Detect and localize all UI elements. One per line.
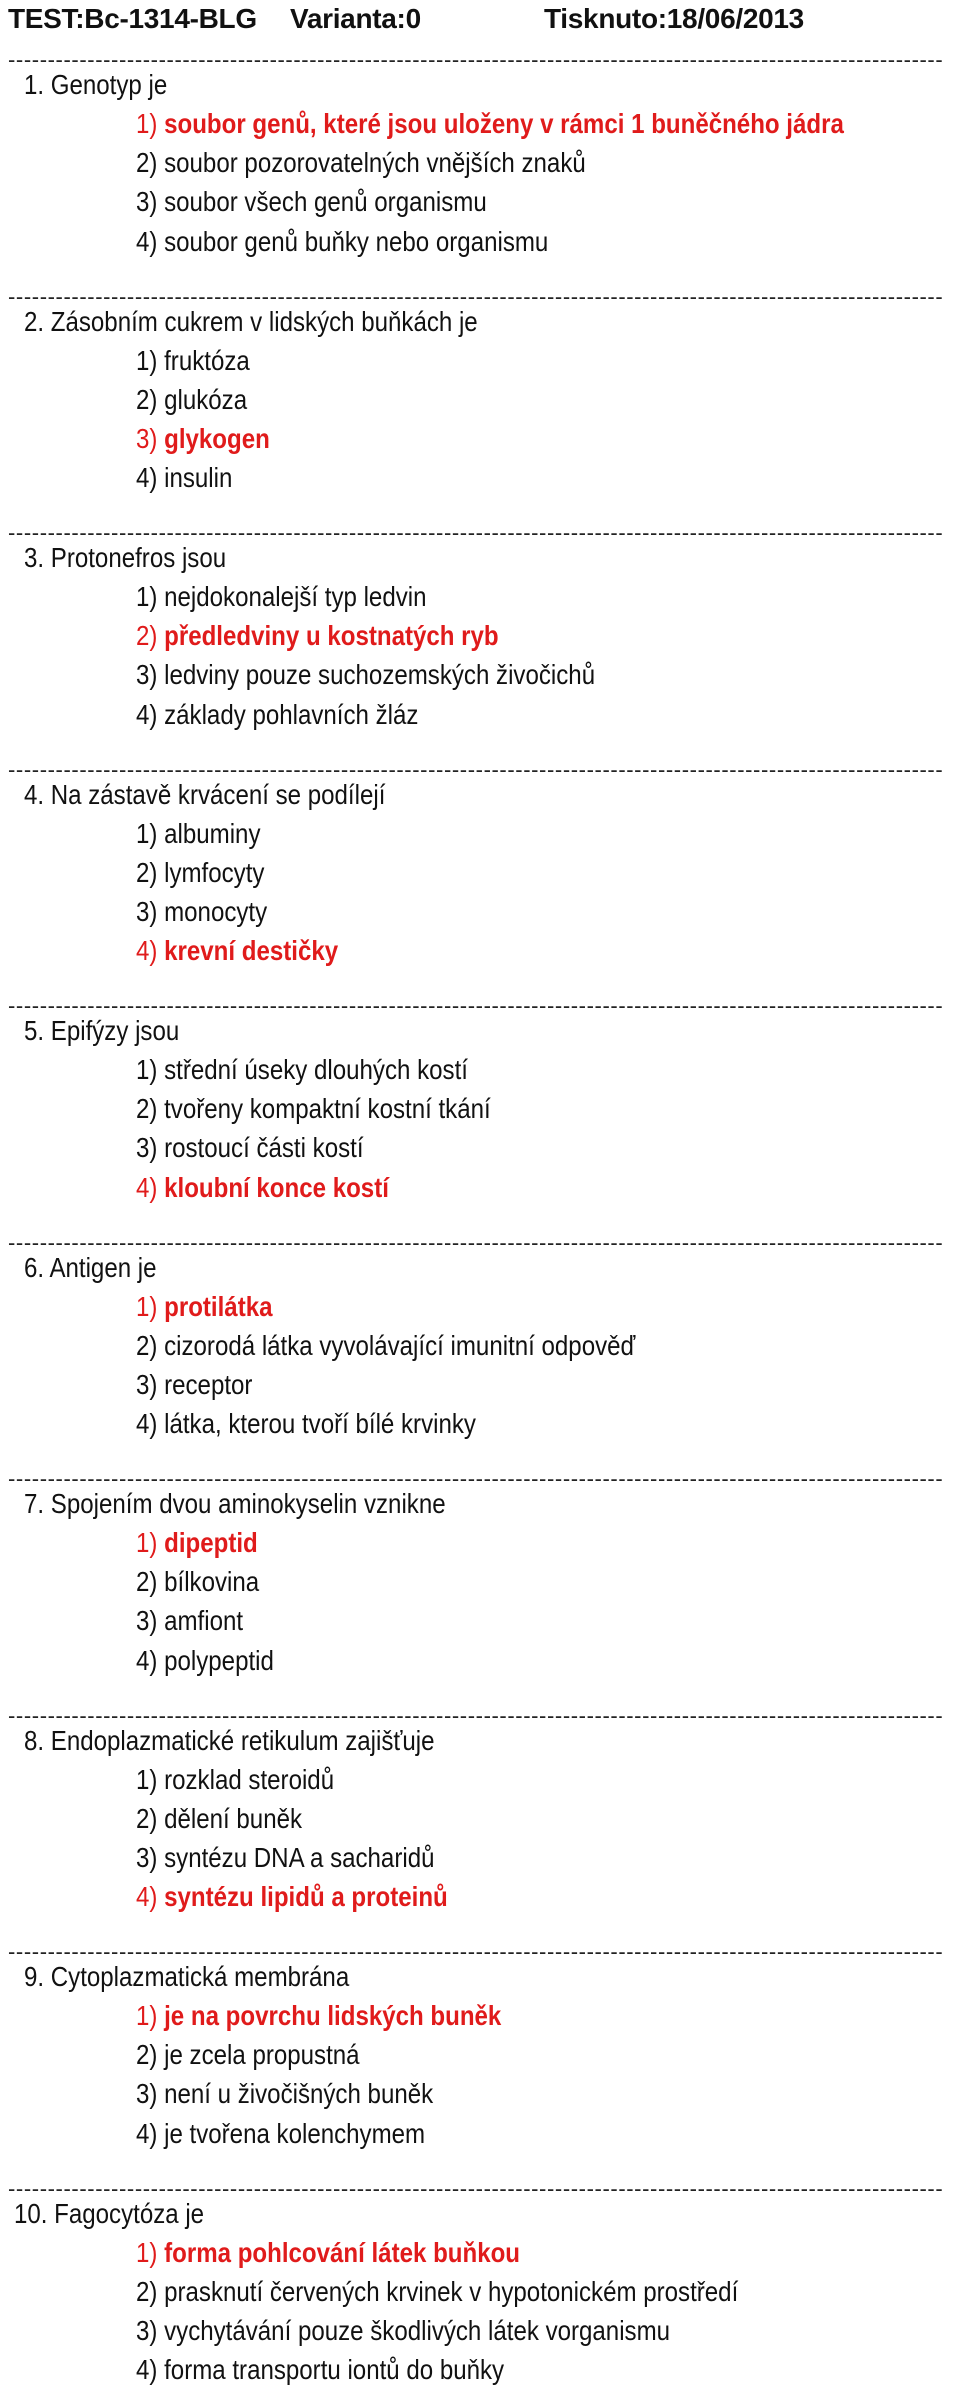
answer-option — [136, 894, 267, 930]
answer-option-correct — [136, 1170, 389, 1206]
dashed-divider: ---------------------------------------------------------------------------------------------------------------------- — [8, 1466, 944, 1491]
option-text: syntézu lipidů a proteinů — [164, 1881, 448, 1913]
option-number: 3) — [136, 1605, 158, 1637]
option-number: 2) — [136, 2275, 158, 2307]
option-number: 4) — [136, 935, 158, 967]
answer-option — [136, 2274, 738, 2310]
option-text: insulin — [164, 462, 233, 494]
option-text: střední úseky dlouhých kostí — [164, 1054, 468, 1085]
option-text: vychytávání pouze škodlivých látek vorganismu — [164, 2314, 671, 2346]
option-number: 3) — [136, 895, 158, 927]
question-title: 3. Protonefros jsou — [24, 542, 227, 573]
dashed-divider: ---------------------------------------------------------------------------------------------------------------------- — [8, 2175, 944, 2201]
option-number: 4) — [136, 2117, 158, 2149]
option-number: 4) — [136, 1171, 158, 1203]
option-number: 4) — [136, 1408, 158, 1440]
option-text: protilátka — [164, 1290, 273, 1322]
option-text: syntézu DNA a sacharidů — [164, 1841, 435, 1873]
answer-option — [136, 579, 426, 615]
dashed-divider: ---------------------------------------------------------------------------------------------------------------------- — [8, 1702, 944, 1728]
option-number: 3) — [136, 2314, 158, 2346]
question-title: 9. Cytoplazmatická membrána — [24, 1961, 350, 1992]
option-number: 2) — [136, 1566, 158, 1598]
answer-option — [136, 1564, 259, 1600]
option-text: krevní destičky — [164, 935, 339, 967]
option-text: rozklad steroidů — [164, 1763, 335, 1795]
question-title: 5. Epifýzy jsou — [24, 1015, 180, 1046]
option-number: 2) — [136, 147, 158, 179]
option-number: 3) — [136, 422, 158, 454]
option-number: 3) — [136, 1368, 158, 1400]
answer-option — [136, 2076, 433, 2112]
answer-option — [136, 382, 247, 418]
answer-option — [136, 184, 487, 220]
option-number: 2) — [136, 1802, 158, 1834]
option-text: soubor genů buňky nebo organismu — [164, 225, 549, 257]
option-text: amfiont — [164, 1605, 244, 1637]
option-text: soubor všech genů organismu — [164, 186, 487, 218]
option-number: 2) — [136, 620, 158, 652]
dashed-divider: ---------------------------------------------------------------------------------------------------------------------- — [8, 756, 944, 782]
answer-option — [136, 343, 250, 379]
option-number: 2) — [136, 2039, 158, 2071]
option-text: základy pohlavních žláz — [164, 698, 419, 730]
option-text: forma transportu iontů do buňky — [164, 2354, 505, 2386]
dashed-divider: ---------------------------------------------------------------------------------------------------------------------- — [8, 993, 944, 1018]
test-id: TEST:Bc-1314-BLG — [8, 3, 257, 34]
answer-option-correct — [136, 1289, 272, 1325]
option-text: dipeptid — [164, 1527, 258, 1558]
option-text: je tvořena kolenchymem — [164, 2117, 426, 2149]
answer-option — [136, 145, 586, 181]
answer-option — [136, 1091, 491, 1127]
dashed-divider: ---------------------------------------------------------------------------------------------------------------------- — [8, 520, 944, 545]
option-text: tvořeny kompaktní kostní tkání — [164, 1093, 491, 1125]
option-number: 1) — [136, 1054, 158, 1085]
answer-option — [136, 1643, 274, 1679]
option-number: 4) — [136, 462, 158, 494]
print-date: Tisknuto:18/06/2013 — [544, 3, 804, 34]
answer-option — [136, 2037, 360, 2073]
answer-option-correct — [136, 1998, 501, 2034]
option-number: 1) — [136, 1763, 158, 1795]
question-title: 10. Fagocytóza je — [14, 2197, 205, 2229]
answer-option — [136, 224, 548, 260]
option-text: cizorodá látka vyvolávající imunitní odpověď — [164, 1329, 636, 1361]
option-number: 4) — [136, 2354, 158, 2386]
option-number: 3) — [136, 186, 158, 218]
option-text: prasknutí červených krvinek v hypotonickém prostředí — [164, 2275, 739, 2307]
option-text: látka, kterou tvoří bílé krvinky — [164, 1408, 476, 1440]
option-text: bílkovina — [164, 1566, 260, 1598]
option-text: albuminy — [164, 817, 261, 849]
answer-option-correct — [136, 421, 270, 457]
option-text: kloubní konce kostí — [164, 1171, 389, 1203]
answer-option — [136, 1052, 468, 1088]
answer-option-correct — [136, 106, 844, 142]
option-number: 2) — [136, 856, 158, 888]
option-number: 1) — [136, 1290, 158, 1322]
dashed-divider: ---------------------------------------------------------------------------------------------------------------------- — [8, 1939, 944, 1964]
option-number: 1) — [136, 2000, 158, 2031]
dashed-divider: ---------------------------------------------------------------------------------------------------------------------- — [8, 1229, 944, 1255]
option-text: předledviny u kostnatých ryb — [164, 620, 499, 652]
option-text: receptor — [164, 1368, 253, 1400]
dashed-divider: ---------------------------------------------------------------------------------------------------------------------- — [8, 47, 944, 72]
option-number: 1) — [136, 1527, 158, 1558]
option-number: 2) — [136, 1329, 158, 1361]
question-title: 1. Genotyp je — [24, 69, 168, 100]
option-text: glykogen — [164, 422, 270, 454]
answer-option — [136, 1406, 476, 1442]
option-text: je na povrchu lidských buněk — [164, 2000, 502, 2031]
answer-option — [136, 2116, 425, 2152]
option-number: 3) — [136, 1132, 158, 1164]
answer-option — [136, 657, 595, 693]
option-text: ledviny pouze suchozemských živočichů — [164, 659, 596, 691]
answer-option — [136, 1801, 302, 1837]
answer-option-correct — [136, 933, 338, 969]
question-title: 8. Endoplazmatické retikulum zajišťuje — [24, 1724, 435, 1756]
answer-option-correct — [136, 2235, 520, 2271]
option-number: 4) — [136, 1644, 158, 1676]
question-title: 4. Na zástavě krvácení se podílejí — [24, 778, 386, 810]
option-number: 4) — [136, 698, 158, 730]
option-number: 4) — [136, 1881, 158, 1913]
option-number: 3) — [136, 2078, 158, 2110]
option-text: fruktóza — [164, 344, 250, 376]
answer-option — [136, 816, 260, 852]
option-number: 2) — [136, 383, 158, 415]
answer-option — [136, 2313, 670, 2349]
answer-option — [136, 855, 264, 891]
option-text: soubor genů, které jsou uloženy v rámci 1 buněčného jádra — [164, 108, 844, 139]
option-text: monocyty — [164, 895, 268, 927]
option-text: glukóza — [164, 383, 248, 415]
option-text: polypeptid — [164, 1644, 274, 1676]
option-number: 3) — [136, 659, 158, 691]
option-number: 1) — [136, 2236, 158, 2268]
answer-option — [136, 1130, 364, 1166]
option-number: 1) — [136, 108, 158, 139]
answer-option — [136, 1840, 434, 1876]
option-text: soubor pozorovatelných vnějších znaků — [164, 147, 586, 179]
option-number: 1) — [136, 344, 158, 376]
variant-label: Varianta:0 — [290, 3, 421, 34]
option-text: dělení buněk — [164, 1802, 303, 1834]
answer-option — [136, 460, 232, 496]
answer-option — [136, 1603, 243, 1639]
option-number: 2) — [136, 1093, 158, 1125]
option-number: 1) — [136, 817, 158, 849]
option-text: rostoucí části kostí — [164, 1132, 364, 1164]
answer-option — [136, 697, 418, 733]
option-text: lymfocyty — [164, 856, 265, 888]
answer-option — [136, 2352, 504, 2388]
option-text: forma pohlcování látek buňkou — [164, 2236, 521, 2268]
option-number: 3) — [136, 1841, 158, 1873]
option-text: je zcela propustná — [164, 2039, 360, 2071]
test-header — [0, 0, 960, 40]
answer-option — [136, 1762, 334, 1798]
answer-option — [136, 1367, 252, 1403]
option-number: 4) — [136, 225, 158, 257]
option-number: 1) — [136, 581, 158, 612]
option-text: nejdokonalejší typ ledvin — [164, 581, 427, 612]
question-title: 2. Zásobním cukrem v lidských buňkách je — [24, 305, 478, 337]
answer-option-correct — [136, 1879, 448, 1915]
answer-option-correct — [136, 618, 499, 654]
question-title: 6. Antigen je — [24, 1251, 157, 1283]
dashed-divider: ---------------------------------------------------------------------------------------------------------------------- — [8, 283, 944, 309]
question-title: 7. Spojením dvou aminokyselin vznikne — [24, 1488, 446, 1519]
option-text: není u živočišných buněk — [164, 2078, 434, 2110]
answer-option-correct — [136, 1525, 258, 1561]
answer-option — [136, 1328, 635, 1364]
